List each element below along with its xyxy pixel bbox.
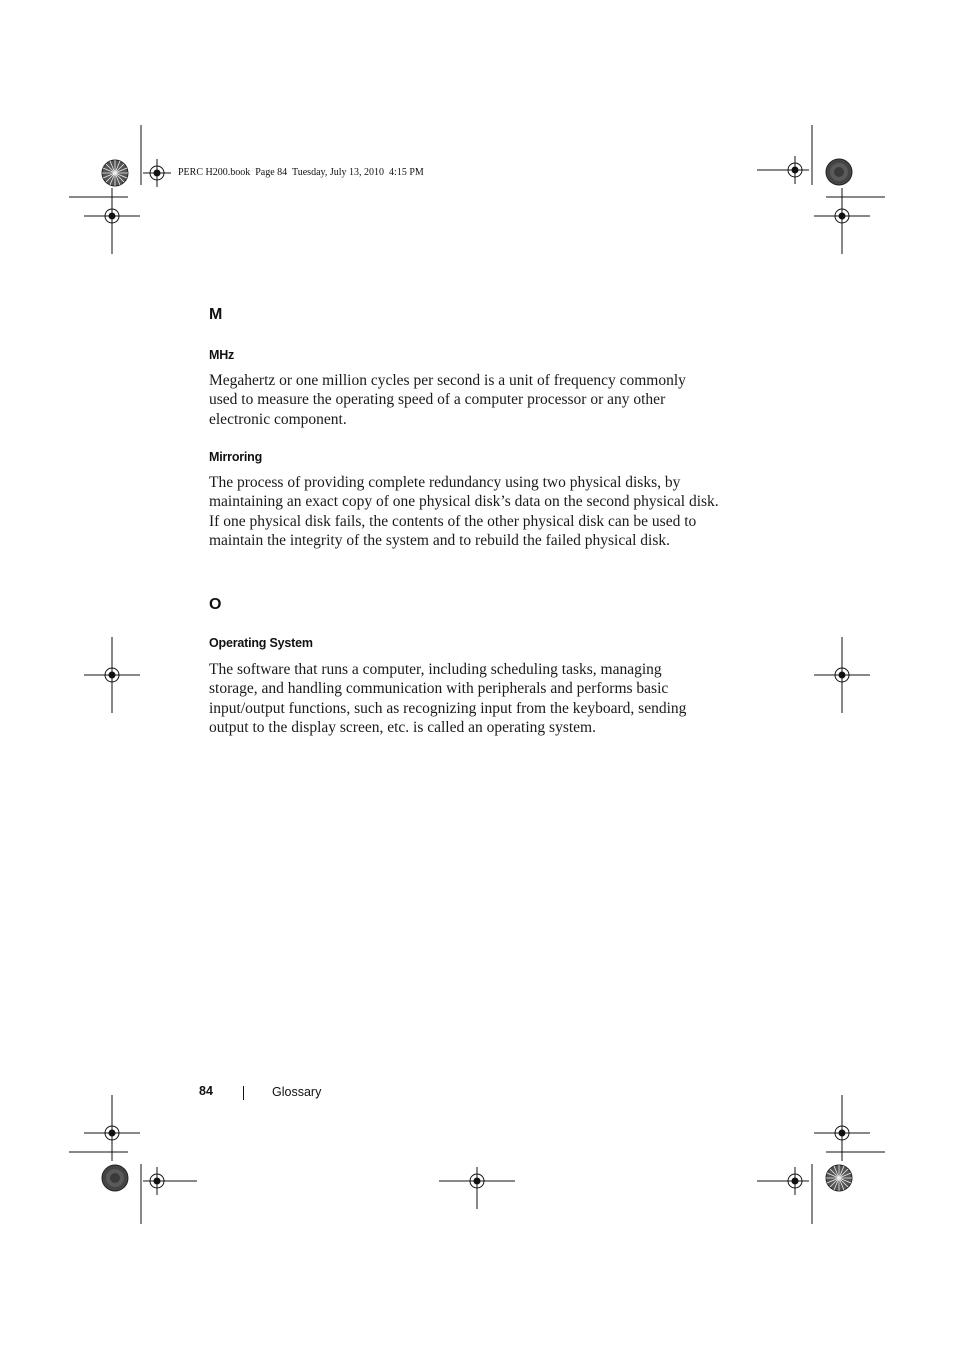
footer-section-label: Glossary: [272, 1085, 322, 1099]
page-number: 84: [199, 1084, 213, 1098]
book-slug-line: PERC H200.book Page 84 Tuesday, July 13, 2010 4:15 PM: [178, 167, 424, 178]
glossary-term-mhz: MHz: [209, 348, 235, 362]
section-letter-o: O: [209, 596, 222, 613]
glossary-term-mirroring: Mirroring: [209, 450, 263, 464]
glossary-term-operating-system: Operating System: [209, 636, 313, 650]
section-letter-m: M: [209, 306, 223, 323]
glossary-definition-mhz: Megahertz or one million cycles per second is a unit of frequency commonly used to measure the operating speed of a computer processor or any other electronic component.: [209, 372, 686, 428]
glossary-definition-operating-system: The software that runs a computer, including scheduling tasks, managing storage, and handling communication with peripherals and performs basic input/output functions, such as recognizing input from the keyboard, sending output to the display screen, etc. is called an operating system.: [209, 661, 687, 737]
glossary-definition-mirroring: The process of providing complete redundancy using two physical disks, by maintaining an exact copy of one physical disk’s data on the second physical disk. If one physical disk fails, the contents of the other physical disk can be used to maintain the integrity of the system and to rebuild the failed physical disk.: [209, 474, 719, 550]
footer-divider: [243, 1086, 244, 1100]
